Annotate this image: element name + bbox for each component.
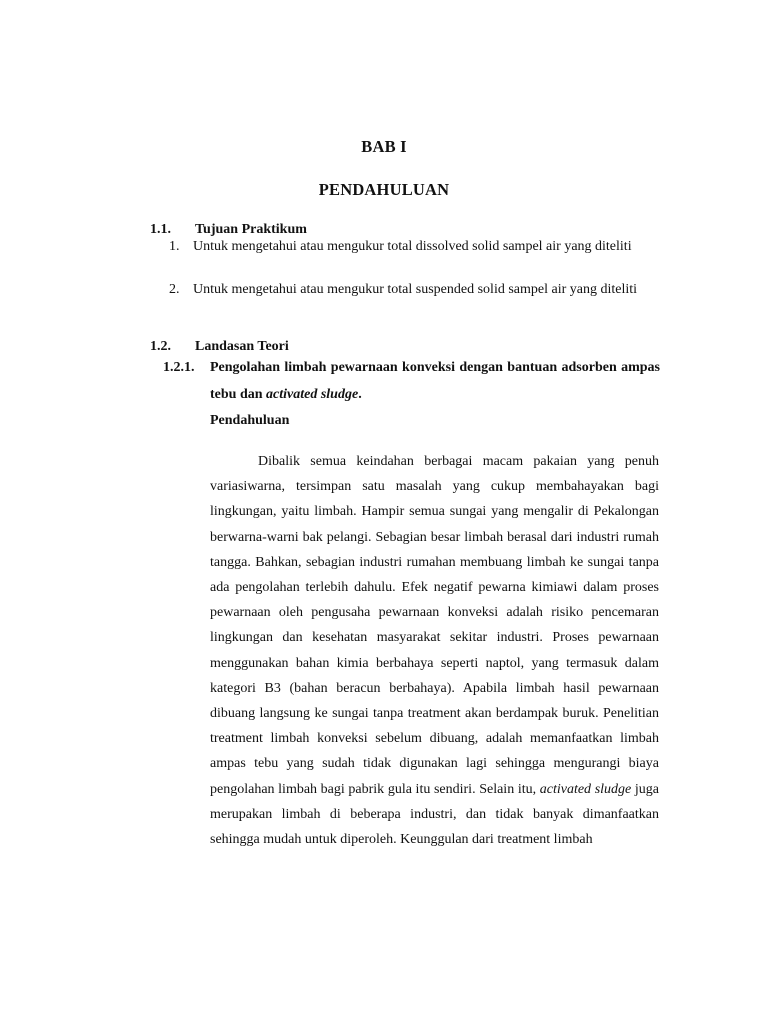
chapter-title: PENDAHULUAN: [318, 180, 450, 199]
subsection-heading: [163, 354, 660, 408]
subsection-title-italic: activated sludge: [266, 387, 359, 402]
body-paragraph: [210, 449, 659, 852]
paragraph-italic-term: activated sludge: [539, 781, 632, 797]
section-number: 1.2.: [150, 339, 171, 354]
section-title: Landasan Teori: [195, 339, 289, 354]
list-item-number: 1.: [169, 239, 180, 254]
subsection-title-end: .: [358, 387, 362, 402]
list-item-number: 2.: [169, 282, 180, 297]
list-item-text: Untuk mengetahui atau mengukur total suspended solid sampel air yang diteliti: [193, 282, 638, 297]
list-item: [166, 234, 659, 259]
paragraph-text: Dibalik semua keindahan berbagai macam pakaian yang penuh variasiwarna, tersimpan satu masalah yang cukup membahayakan bagi lingkungan, yaitu limbah. Hampir semua sungai yang mengalir di Pekalongan berwarna-warni bak pelangi. Sebagian besar limbah berasal dari industri rumah tangga. Bahkan, sebagian industri rumahan membuang limbah ke sungai tanpa ada pengolahan terlebih dahulu. Efek negatif pewarna kimiawi dalam proses pewarnaan oleh pengusaha pewarnaan konveksi adalah risiko pencemaran lingkungan dan kesehatan masyarakat sekitar industri. Proses pewarnaan menggunakan bahan kimia berbahaya seperti naptol, yang termasuk dalam kategori B3 (bahan beracun berbahaya). Apabila limbah hasil pewarnaan dibuang langsung ke sungai tanpa treatment akan berdampak buruk. Penelitian treatment limbah konveksi sebelum dibuang, adalah memanfaatkan limbah ampas tebu yang sudah tidak digunakan lagi sehingga mengurangi biaya pengolahan limbah bagi pabrik gula itu sendiri. Selain itu,: [210, 454, 659, 797]
paragraph-heading: Pendahuluan: [210, 413, 290, 428]
section-title: Tujuan Praktikum: [195, 222, 307, 237]
subsection-title: [210, 354, 660, 408]
list-item-text: Untuk mengetahui atau mengukur total dissolved solid sampel air yang diteliti: [193, 239, 632, 254]
list-item: [166, 277, 659, 302]
subsection-number: 1.2.1.: [163, 360, 195, 375]
section-number: 1.1.: [150, 222, 171, 237]
paragraph-text-continued: juga merupakan limbah di beberapa industri, dan tidak banyak dimanfaatkan sehingga mudah untuk diperoleh. Keunggulan dari treatment limbah: [210, 781, 659, 848]
subsection-title-text: Pengolahan limbah pewarnaan konveksi dengan bantuan adsorben ampas tebu dan: [210, 360, 660, 402]
chapter-number: BAB I: [361, 137, 407, 156]
